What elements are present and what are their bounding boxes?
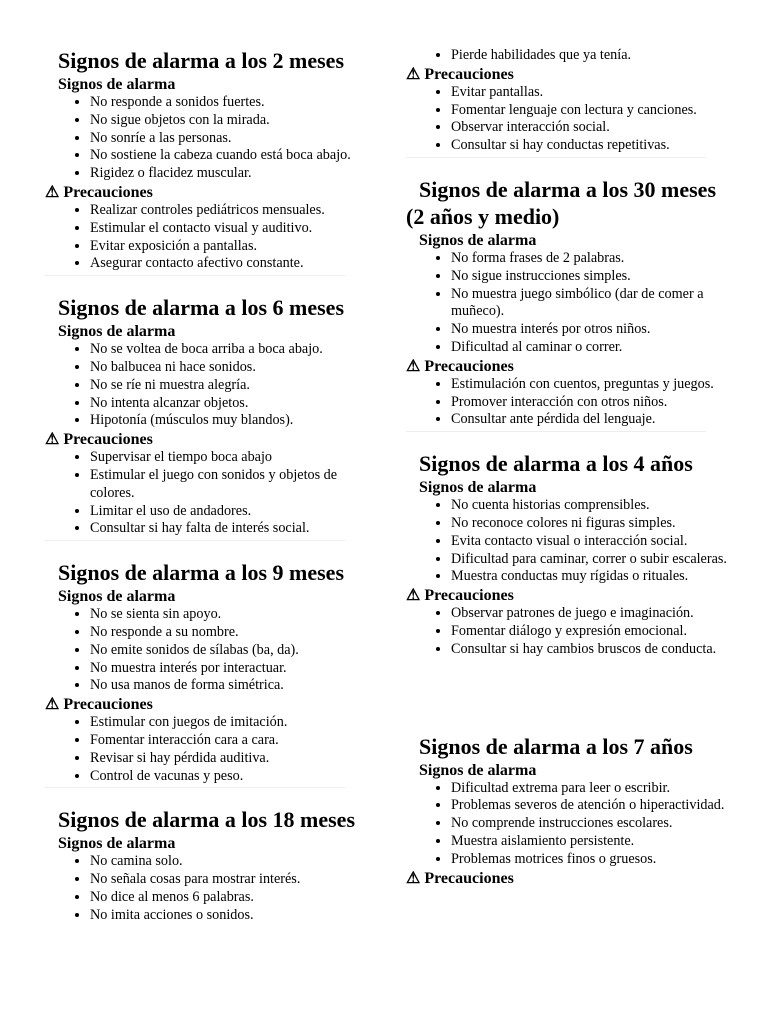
list-item: • No se voltea de boca arriba a boca abajo. xyxy=(90,341,375,359)
signs-list xyxy=(45,94,375,183)
list-item: • Dificultad al caminar o correr. xyxy=(451,339,736,357)
list-item: • No cuenta historias comprensibles. xyxy=(451,497,736,515)
list-item: • Dificultad para caminar, correr o subir escaleras. xyxy=(451,551,736,569)
list-item: • No emite sonidos de sílabas (ba, da). xyxy=(90,642,375,660)
list-item: • Observar patrones de juego e imaginación. xyxy=(451,605,736,623)
precautions-list xyxy=(45,449,375,538)
precautions-heading: ⚠ Precauciones xyxy=(406,65,514,83)
signs-heading: Signos de alarma xyxy=(58,323,176,341)
list-item: • Control de vacunas y peso. xyxy=(90,768,375,786)
section-title: Signos de alarma a los 6 meses xyxy=(58,295,344,321)
list-item: • Muestra aislamiento persistente. xyxy=(451,833,736,851)
list-item: • Consultar si hay cambios bruscos de conducta. xyxy=(451,641,736,659)
section-title: Signos de alarma a los 30 meses (2 años y medio) xyxy=(406,176,716,229)
list-item: • Hipotonía (músculos muy blandos). xyxy=(90,412,375,430)
warning-icon: ⚠ xyxy=(406,869,421,887)
section-2-meses xyxy=(45,47,375,276)
list-item: • Fomentar diálogo y expresión emocional. xyxy=(451,623,736,641)
precautions-list xyxy=(45,202,375,273)
list-item: • No muestra juego simbólico (dar de comer a muñeco). xyxy=(451,286,736,322)
list-item: • Dificultad extrema para leer o escribir. xyxy=(451,780,736,798)
section-title: Signos de alarma a los 2 meses xyxy=(58,48,344,73)
precautions-heading: ⚠ Precauciones xyxy=(45,431,153,449)
section-18-meses-continued xyxy=(406,47,736,158)
section-4-anos xyxy=(406,450,736,658)
left-column xyxy=(45,0,375,925)
list-item: • Estimular el juego con sonidos y objetos de colores. xyxy=(90,467,375,503)
warning-icon: ⚠ xyxy=(406,357,421,375)
precautions-heading: ⚠ Precauciones xyxy=(406,587,514,605)
list-item: • No responde a su nombre. xyxy=(90,624,375,642)
signs-heading: Signos de alarma xyxy=(419,761,537,779)
warning-icon: ⚠ xyxy=(45,431,60,449)
divider xyxy=(45,787,345,788)
signs-heading: Signos de alarma xyxy=(419,231,537,249)
section-30-meses xyxy=(406,176,736,432)
list-item: • Estimular con juegos de imitación. xyxy=(90,714,375,732)
list-item: • No usa manos de forma simétrica. xyxy=(90,677,375,695)
list-item: • No comprende instrucciones escolares. xyxy=(451,815,736,833)
precautions-heading: ⚠ Precauciones xyxy=(406,869,514,887)
list-item: • Consultar ante pérdida del lenguaje. xyxy=(451,411,736,429)
right-column xyxy=(406,0,736,888)
warning-icon: ⚠ xyxy=(406,65,421,83)
warning-icon: ⚠ xyxy=(45,696,60,714)
list-item: • No sigue objetos con la mirada. xyxy=(90,112,375,130)
list-item: • Fomentar lenguaje con lectura y canciones. xyxy=(451,102,736,120)
section-6-meses xyxy=(45,294,375,541)
list-item: • Consultar si hay falta de interés social. xyxy=(90,520,375,538)
list-item: • Rigidez o flacidez muscular. xyxy=(90,165,375,183)
list-item: • Revisar si hay pérdida auditiva. xyxy=(90,750,375,768)
list-item: • No sonríe a las personas. xyxy=(90,130,375,148)
section-title: Signos de alarma a los 7 años xyxy=(419,733,693,759)
list-item: • Evitar exposición a pantallas. xyxy=(90,238,375,256)
warning-icon: ⚠ xyxy=(45,183,60,201)
list-item: • Promover interacción con otros niños. xyxy=(451,394,736,412)
list-item: • No balbucea ni hace sonidos. xyxy=(90,359,375,377)
list-item: • No se sienta sin apoyo. xyxy=(90,606,375,624)
list-item: • Supervisar el tiempo boca abajo xyxy=(90,449,375,467)
list-item: • No camina solo. xyxy=(90,853,375,871)
list-item: • Fomentar interacción cara a cara. xyxy=(90,732,375,750)
signs-list xyxy=(45,853,375,924)
precautions-heading: ⚠ Precauciones xyxy=(45,183,153,201)
list-item: • Evita contacto visual o interacción social. xyxy=(451,533,736,551)
precautions-list xyxy=(406,376,736,429)
list-item: • Limitar el uso de andadores. xyxy=(90,503,375,521)
signs-list xyxy=(406,497,736,586)
signs-heading: Signos de alarma xyxy=(419,479,537,497)
signs-heading: Signos de alarma xyxy=(58,76,176,93)
list-item: • Muestra conductas muy rígidas o rituales. xyxy=(451,568,736,586)
section-title: Signos de alarma a los 18 meses xyxy=(58,807,355,833)
section-title: Signos de alarma a los 4 años xyxy=(419,451,693,477)
precautions-heading: ⚠ Precauciones xyxy=(406,357,514,375)
signs-list xyxy=(406,250,736,357)
list-item: • Problemas motrices finos o gruesos. xyxy=(451,851,736,869)
signs-list xyxy=(406,47,736,65)
list-item: • No forma frases de 2 palabras. xyxy=(451,250,736,268)
list-item: • No sigue instrucciones simples. xyxy=(451,268,736,286)
list-item: • Asegurar contacto afectivo constante. xyxy=(90,255,375,273)
list-item: • No dice al menos 6 palabras. xyxy=(90,889,375,907)
list-item: • Observar interacción social. xyxy=(451,119,736,137)
list-item: • Estimular el contacto visual y auditivo. xyxy=(90,220,375,238)
list-item: • No reconoce colores ni figuras simples. xyxy=(451,515,736,533)
signs-list xyxy=(406,780,736,869)
warning-icon: ⚠ xyxy=(406,587,421,605)
precautions-heading: ⚠ Precauciones xyxy=(45,696,153,714)
list-item: • Estimulación con cuentos, preguntas y juegos. xyxy=(451,376,736,394)
list-item: • No muestra interés por interactuar. xyxy=(90,660,375,678)
list-item: • No se ríe ni muestra alegría. xyxy=(90,377,375,395)
list-item: • No muestra interés por otros niños. xyxy=(451,321,736,339)
list-item: • Evitar pantallas. xyxy=(451,84,736,102)
divider xyxy=(45,275,345,276)
list-item: • No señala cosas para mostrar interés. xyxy=(90,871,375,889)
signs-heading: Signos de alarma xyxy=(58,588,176,606)
divider xyxy=(45,540,345,541)
section-18-meses xyxy=(45,806,375,924)
list-item: • Consultar si hay conductas repetitivas. xyxy=(451,137,736,155)
precautions-list xyxy=(406,605,736,658)
divider xyxy=(406,431,706,432)
section-7-anos xyxy=(406,733,736,888)
signs-heading: Signos de alarma xyxy=(58,835,176,853)
precautions-list xyxy=(406,84,736,155)
section-title: Signos de alarma a los 9 meses xyxy=(58,560,344,586)
list-item: • No imita acciones o sonidos. xyxy=(90,907,375,925)
list-item: • Pierde habilidades que ya tenía. xyxy=(451,47,736,65)
section-9-meses xyxy=(45,559,375,788)
signs-list xyxy=(45,341,375,430)
list-item: • Realizar controles pediátricos mensuales. xyxy=(90,202,375,220)
precautions-list xyxy=(45,714,375,785)
list-item: • Problemas severos de atención o hiperactividad. xyxy=(451,797,736,815)
signs-list xyxy=(45,606,375,695)
list-item: • No sostiene la cabeza cuando está boca abajo. xyxy=(90,147,375,165)
list-item: • No responde a sonidos fuertes. xyxy=(90,94,375,112)
divider xyxy=(406,157,706,158)
list-item: • No intenta alcanzar objetos. xyxy=(90,395,375,413)
